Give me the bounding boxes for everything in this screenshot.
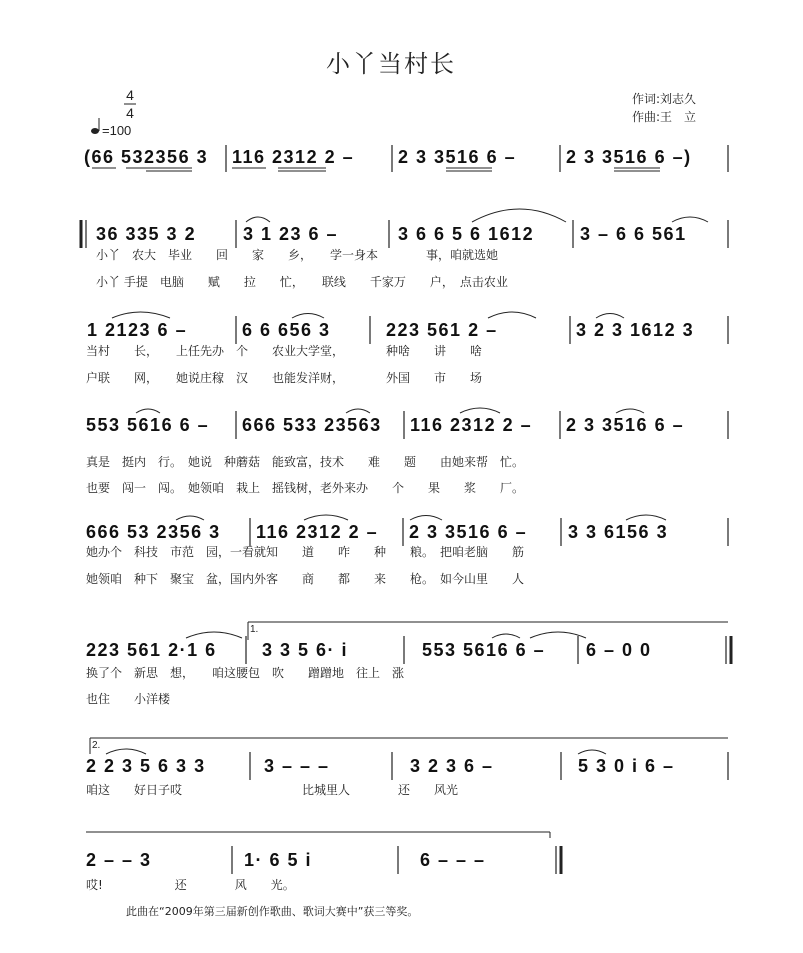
system-3	[86, 312, 728, 385]
system-1	[84, 145, 728, 172]
lyric-line: 户联 网， 她说庄稼 汉 也能发洋财， 外国 市 场	[86, 371, 483, 385]
slur	[304, 515, 348, 520]
measure: 6 – 0 0	[586, 640, 652, 660]
lyric-line: 真是 挺内 行。 她说 种蘑菇 能致富，技术 难 题 由她来帮 忙。	[86, 455, 525, 469]
lyric-line: 换了个 新思 想， 咱这腰包 吹 蹭蹭地 往上 涨	[86, 666, 405, 680]
slur	[492, 634, 520, 638]
slur	[186, 632, 242, 638]
measure: 36 335 3 2	[96, 224, 197, 244]
composer-credit: 作曲:王 立	[632, 110, 697, 124]
measure: 666 53 2356 3	[86, 522, 221, 542]
system-8	[86, 832, 561, 892]
lyricist-credit: 作词:刘志久	[632, 92, 697, 106]
slur	[246, 217, 270, 222]
slur	[112, 312, 170, 318]
lyric-line: 也要 闯一 闯。 她领咱 栽上 摇钱树，老外来办 个 果 浆 厂。	[86, 481, 525, 495]
measure: 3 6 6 5 6 1612	[398, 224, 535, 244]
slur	[626, 515, 666, 520]
system-2	[81, 209, 728, 289]
measure: 2 – – 3	[86, 850, 152, 870]
slur	[460, 408, 500, 413]
beams	[92, 168, 660, 171]
measure: 2 3 3516 6 –	[566, 415, 685, 435]
measure: 223 561 2 –	[386, 320, 498, 340]
slur	[410, 516, 442, 521]
tempo-marking: =100	[102, 123, 132, 138]
lyric-line: 哎! 还 风 光。	[86, 878, 295, 892]
volta-2-label: 2.	[92, 740, 101, 751]
system-4	[86, 408, 728, 495]
measure: 6 6 656 3	[242, 320, 331, 340]
measure: 223 561 2·1 6	[86, 640, 217, 660]
measure: 3 3 6156 3	[568, 522, 669, 542]
measure: 1 2123 6 –	[87, 320, 188, 340]
slur	[472, 209, 566, 222]
measure: 2 3 3516 6 –)	[566, 147, 692, 167]
slur	[596, 314, 624, 319]
slur	[106, 749, 146, 754]
slur	[176, 516, 204, 520]
measure: 116 2312 2 –	[410, 415, 533, 435]
slur	[672, 217, 708, 222]
lyric-line: 小丫 手提 电脑 赋 拉 忙， 联线 千家万 户， 点击农业	[96, 275, 508, 289]
measure: 3 1 23 6 –	[243, 224, 339, 244]
measure: 553 5616 6 –	[86, 415, 210, 435]
slur	[346, 409, 370, 413]
measure: 116 2312 2 –	[232, 147, 355, 167]
measure: 3 3 5 6· i	[262, 640, 349, 660]
lyric-line: 她办个 科技 市范 园，一看就知 道 咋 种 粮。 把咱老脑 筋	[86, 545, 525, 559]
measure: 666 533 23563	[242, 415, 382, 435]
measure: 3 2 3 6 –	[410, 756, 494, 776]
quarter-note-icon	[91, 118, 99, 134]
measure: 553 5616 6 –	[422, 640, 546, 660]
lyric-line: 咱这 好日子哎 比城里人 还 风光	[86, 783, 459, 797]
meter-bottom: 4	[126, 105, 134, 121]
measure: 2 3 3516 6 –	[409, 522, 528, 542]
measure: (66 532356 3	[84, 147, 209, 167]
measure: 2 3 3516 6 –	[398, 147, 517, 167]
measure: 5 3 0 i 6 –	[578, 756, 675, 776]
slur	[136, 409, 160, 413]
lyric-line: 当村 长， 上任先办 个 农业大学堂， 种啥 讲 啥	[86, 344, 483, 358]
measure: 3 – 6 6 561	[580, 224, 687, 244]
measure: 116 2312 2 –	[256, 522, 379, 542]
lyric-line: 她领咱 种下 聚宝 盆，国内外客 商 都 来 枪。 如今山里 人	[86, 572, 525, 586]
system-7	[86, 738, 728, 797]
slur	[292, 314, 324, 319]
slur	[488, 312, 536, 318]
meter-top: 4	[126, 87, 134, 103]
lyric-line: 小丫 农大 毕业 回 家 乡， 学一身本 事，咱就选她	[96, 248, 499, 262]
measure: 1· 6 5 i	[244, 850, 313, 870]
measure: 3 – – –	[264, 756, 330, 776]
measure: 3 2 3 1612 3	[576, 320, 695, 340]
system-6	[86, 622, 731, 706]
lyric-line: 也住 小洋楼	[86, 692, 171, 706]
slur	[616, 409, 644, 413]
measure: 6 – – –	[420, 850, 486, 870]
measure: 2 2 3 5 6 3 3	[86, 756, 206, 776]
system-5	[86, 515, 728, 586]
slur	[578, 750, 606, 754]
song-title: 小丫当村长	[326, 50, 456, 78]
volta-1-label: 1.	[250, 624, 259, 635]
award-note: 此曲在“2009年第三届新创作歌曲、歌词大赛中”获三等奖。	[126, 905, 419, 918]
